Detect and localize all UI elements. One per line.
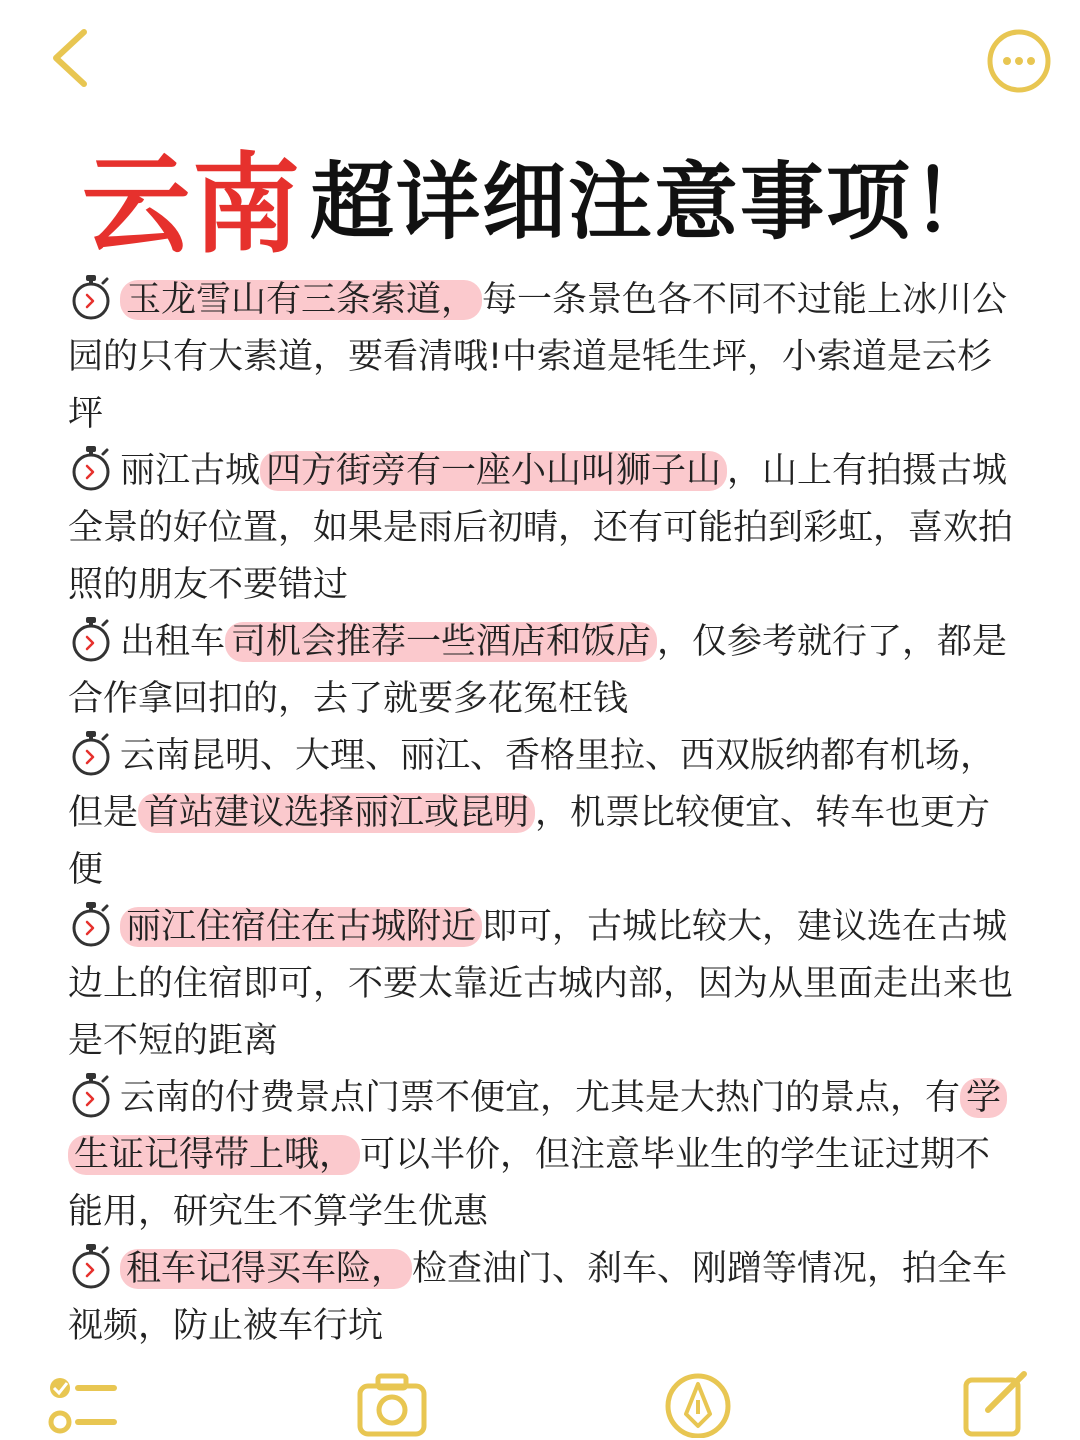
tip-highlight-text: 司机会推荐一些酒店和饭店 [225, 622, 657, 662]
tip-text: 出租车 [120, 622, 226, 662]
tip-item [68, 899, 1018, 1070]
title-red-part: 云南 [81, 143, 302, 268]
stopwatch-icon [68, 445, 114, 491]
tip-item [68, 614, 1018, 728]
tip-text: 云南的付费景点门票不便宜，尤其是大热门的景点，有 [120, 1078, 961, 1118]
tip-text: 检查油门、刹车、刚蹭等情况，拍全车视频，防止被车行坑 [68, 1249, 1008, 1346]
tip-text: 云南昆明、大理、丽江、香格里拉、西双版纳都有机场，但是 [68, 736, 996, 833]
tip-text: ，仅参考就行了，都是合作拿回扣的，去了就要多花冤枉钱 [68, 622, 1008, 719]
stopwatch-icon [68, 616, 114, 662]
pen-nib-icon[interactable] [662, 1370, 734, 1438]
more-dots-icon[interactable] [986, 28, 1052, 94]
tip-item [68, 443, 1018, 614]
page-title [0, 118, 1080, 268]
tip-item [68, 272, 1018, 443]
tip-highlight-text: 首站建议选择丽江或昆明 [138, 793, 535, 833]
bottom-toolbar [0, 1362, 1080, 1440]
checklist-icon[interactable] [46, 1370, 118, 1438]
title-black-part: 超详细注意事项！ [310, 153, 999, 251]
camera-icon[interactable] [356, 1370, 428, 1438]
edit-note-icon[interactable] [960, 1370, 1032, 1438]
stopwatch-icon [68, 1072, 114, 1118]
tip-text: 即可，古城比较大，建议选在古城边上的住宿即可，不要太靠近古城内部，因为从里面走出来也是不短的距离 [68, 907, 1014, 1061]
tip-text: ，机票比较便宜、转车也更方便 [68, 793, 991, 890]
chevron-left-icon[interactable] [40, 26, 100, 90]
tip-text: 每一条景色各不同不过能上冰川公园的只有大素道，要看清哦!中索道是牦生坪，小索道是云杉坪 [68, 280, 1008, 434]
top-bar [0, 0, 1080, 120]
tip-text: 可以半价，但注意毕业生的学生证过期不能用，研究生不算学生优惠 [68, 1135, 991, 1232]
stopwatch-icon [68, 1243, 114, 1289]
tip-text: 丽江古城 [120, 451, 261, 491]
tip-text: ，山上有拍摄古城全景的好位置，如果是雨后初晴，还有可能拍到彩虹，喜欢拍照的朋友不要错过 [68, 451, 1014, 605]
stopwatch-icon [68, 901, 114, 947]
tip-highlight-text: 四方街旁有一座小山叫狮子山 [260, 451, 727, 491]
tip-item [68, 1241, 1018, 1355]
tips-list [68, 272, 1018, 1355]
tip-item [68, 728, 1018, 899]
tip-highlight-text: 丽江住宿住在古城附近 [120, 907, 482, 947]
tip-item [68, 1070, 1018, 1241]
tip-highlight-text: 学生证记得带上哦， [68, 1078, 1007, 1175]
stopwatch-icon [68, 730, 114, 776]
tip-highlight-text: 租车记得买车险， [120, 1249, 412, 1289]
tip-highlight-text: 玉龙雪山有三条索道， [120, 280, 482, 320]
stopwatch-icon [68, 274, 114, 320]
